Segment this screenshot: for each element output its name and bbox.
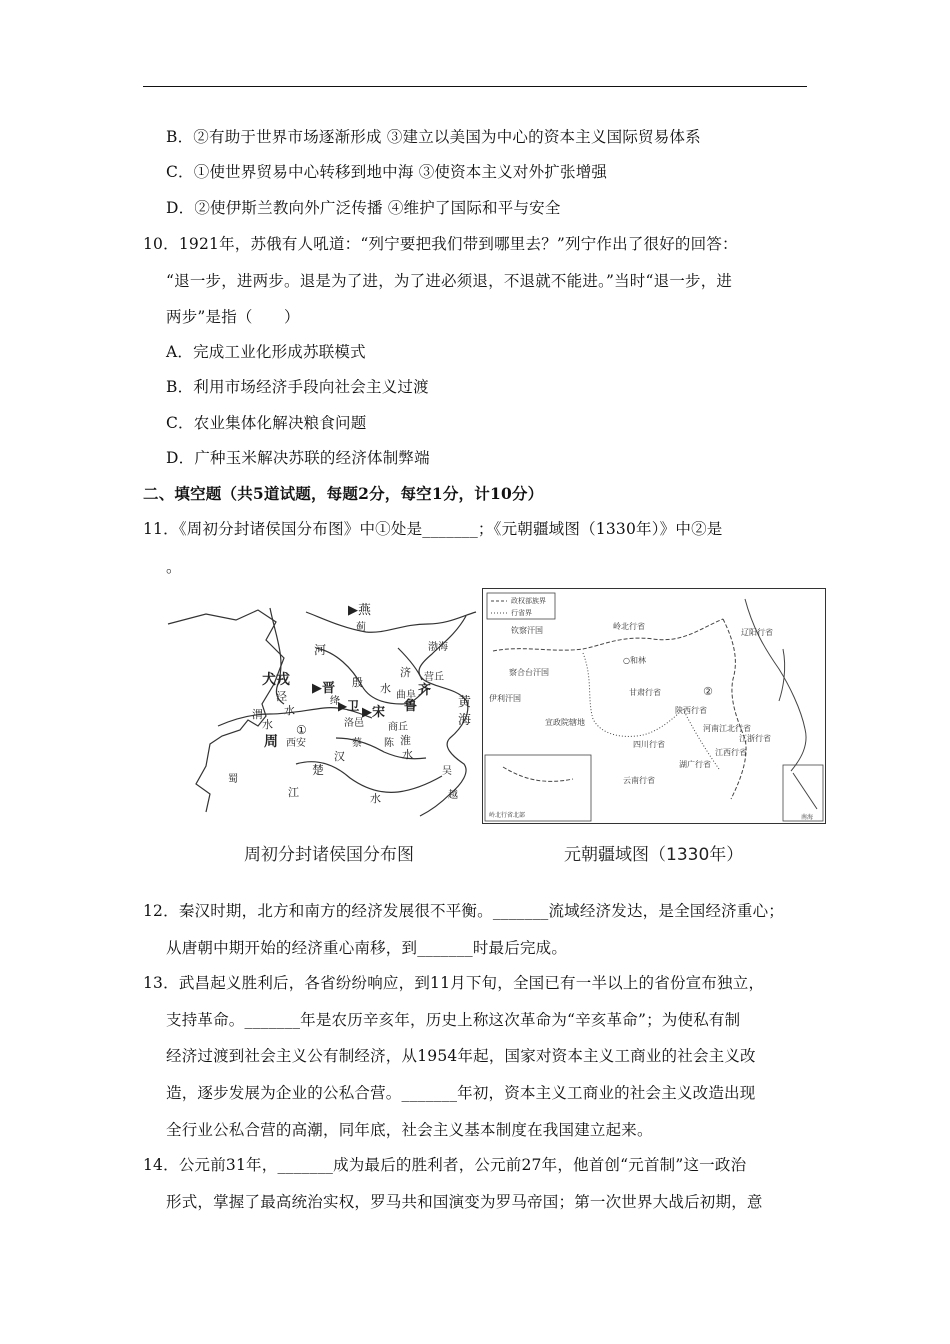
label-jiangzhe: 江浙行省: [739, 734, 771, 743]
q13-stem-line5: 全行业公私合营的高潮，同年底，社会主义基本制度在我国建立起来。: [166, 1121, 653, 1139]
yuan-map-caption: 元朝疆域图（1330年）: [564, 845, 744, 865]
legend-province: 行省界: [511, 609, 532, 617]
label-shui3: 水: [262, 718, 273, 731]
q14-stem-line1: 14．公元前31年，_______成为最后的胜利者，公元前27年，他首创“元首制”这一政治: [143, 1156, 747, 1174]
label-sichuan: 四川行省: [633, 740, 665, 749]
label-jin: ▶晋: [312, 681, 335, 696]
label-hai: 海: [458, 713, 472, 728]
q13-stem-line4: 造，逐步发展为企业的公私合营。_______年初，资本主义工商业的社会主义改造出现: [166, 1084, 756, 1102]
yuan-map-drawing: [483, 589, 825, 823]
label-shu: 蜀: [228, 774, 238, 785]
zhou-map-caption: 周初分封诸侯国分布图: [244, 845, 414, 865]
label-huguang: 湖广行省: [679, 760, 711, 769]
label-he: 河: [314, 643, 327, 657]
label-luoyi: 洛邑: [344, 718, 364, 729]
q10-stem-line1: 10．1921年，苏俄有人吼道：“列宁要把我们带到哪里去？”列宁作出了很好的回答：: [143, 235, 738, 253]
q10-option-c[interactable]: C．农业集体化解决粮食问题: [166, 414, 367, 432]
label-song: ▶宋: [362, 705, 385, 720]
q13-stem-line2: 支持革命。_______年是农历辛亥年，历史上称这次革命为“辛亥革命”；为使私有制: [166, 1011, 741, 1029]
label-gansu: 甘肃行省: [629, 688, 661, 697]
label-huang: 黄: [458, 695, 472, 710]
q11-stem-line2: 。: [166, 558, 182, 576]
label-qi: 齐: [418, 683, 432, 698]
label-tufan: 宣政院辖地: [545, 718, 585, 727]
label-wu: 吴: [442, 766, 452, 777]
label-jing: 泾: [276, 690, 287, 703]
label-inset: 岭北行省北部: [489, 812, 526, 819]
section-heading: 二、填空题（共5道试题，每题2分，每空1分，计10分）: [143, 484, 544, 503]
label-zhou: 周: [264, 734, 278, 750]
q10-stem-line3: 两步”是指（ ）: [166, 308, 300, 326]
label-yingqiu: 营丘: [424, 672, 444, 683]
zhou-map: [166, 588, 478, 824]
label-wei: ▶卫: [338, 699, 360, 713]
label-shui2: 水: [284, 704, 295, 717]
q13-stem-line1: 13．武昌起义胜利后，各省纷纷响应，到11月下旬，全国已有一半以上的省份宣布独立，: [143, 974, 765, 992]
label-jiangxi: 江西行省: [715, 748, 747, 757]
label-chen: 陈: [384, 738, 394, 749]
label-marker-one: ①: [296, 723, 307, 737]
legend-border: 政权部族界: [511, 597, 546, 605]
label-shaanxi: 陕西行省: [675, 706, 707, 715]
label-lu: 鲁: [404, 699, 418, 714]
q10-option-d[interactable]: D．广种玉米解决苏联的经济体制弊端: [166, 449, 430, 467]
label-shui: 水: [380, 682, 391, 695]
q14-stem-line2: 形式，掌握了最高统治实权，罗马共和国演变为罗马帝国；第一次世界大战后初期，意: [166, 1193, 763, 1211]
q13-stem-line3: 经济过渡到社会主义公有制经济，从1954年起，国家对资本主义工商业的社会主义改: [166, 1047, 756, 1065]
label-han: 汉: [334, 750, 345, 763]
header-rule: [143, 86, 807, 87]
q11-stem-line1: 11．《周初分封诸侯国分布图》中①处是_______；《元朝疆域图（1330年）》中②是: [143, 520, 723, 538]
label-liaoyang: 辽阳行省: [741, 628, 773, 637]
label-ji: 蓟: [356, 622, 366, 633]
label-yan: ▶燕: [348, 603, 371, 618]
label-lingbei: 岭北行省: [613, 622, 645, 631]
label-huai: 淮: [400, 734, 411, 747]
label-henan: 河南江北行省: [703, 724, 751, 733]
label-yue: 越: [448, 790, 458, 801]
q9-option-c[interactable]: C．①使世界贸易中心转移到地中海 ③使资本主义对外扩张增强: [166, 163, 608, 181]
label-shui4: 水: [402, 748, 413, 761]
label-jiang: 绛: [330, 696, 340, 707]
label-quanrong: 犬戎: [262, 672, 290, 688]
q10-option-b[interactable]: B．利用市场经济手段向社会主义过渡: [166, 378, 429, 396]
label-shangqiu: 商丘: [388, 722, 408, 733]
label-nanhai: 南海: [801, 814, 814, 821]
label-ji2: 济: [400, 666, 411, 679]
label-marker-two: ②: [703, 685, 713, 698]
label-helin: ○和林: [623, 656, 646, 665]
label-cai: 蔡: [352, 738, 362, 749]
q9-option-b[interactable]: B．②有助于世界市场逐渐形成 ③建立以美国为中心的资本主义国际贸易体系: [166, 128, 701, 146]
q12-stem-line2: 从唐朝中期开始的经济重心南移，到_______时最后完成。: [166, 939, 568, 957]
yuan-map: [482, 588, 826, 824]
label-yili: 伊利汗国: [489, 694, 521, 703]
label-xian: 西安: [286, 738, 306, 749]
label-bohai: 渤海: [428, 642, 448, 653]
map-figure: [166, 588, 828, 870]
label-qufu: 曲阜: [396, 690, 416, 701]
label-qincha: 钦察汗国: [511, 626, 543, 635]
zhou-map-drawing: [166, 588, 478, 824]
label-wei2: 渭: [252, 708, 263, 721]
label-yin: 殷: [352, 676, 363, 689]
label-jiang2: 江: [288, 786, 299, 799]
label-shui5: 水: [370, 792, 381, 805]
label-chagatai: 察合台汗国: [509, 668, 549, 677]
q9-option-d[interactable]: D．②使伊斯兰教向外广泛传播 ④维护了国际和平与安全: [166, 199, 561, 217]
label-yunnan: 云南行省: [623, 776, 655, 785]
q10-option-a[interactable]: A．完成工业化形成苏联模式: [166, 343, 366, 361]
q10-stem-line2: “退一步，进两步。退是为了进，为了进必须退，不退就不能进。”当时“退一步，进: [166, 272, 733, 290]
label-chu: 楚: [312, 763, 325, 777]
q12-stem-line1: 12．秦汉时期，北方和南方的经济发展很不平衡。_______流域经济发达，是全国经济重心；: [143, 902, 784, 920]
